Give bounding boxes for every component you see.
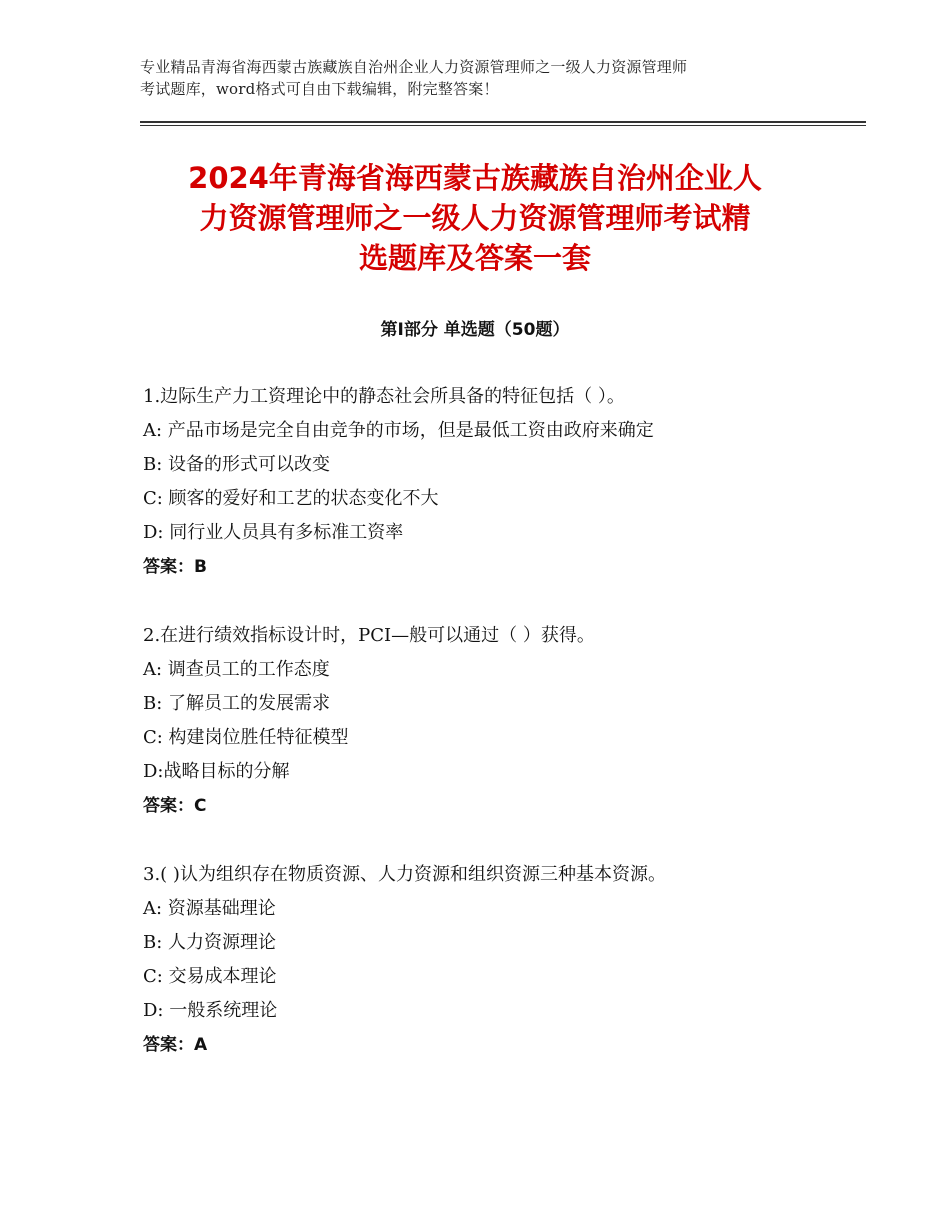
answer: 答案：A xyxy=(143,1035,208,1055)
question-stem: 2.在进行绩效指标设计时，PCI—般可以通过（ ）获得。 xyxy=(143,625,595,646)
option-c: C: 顾客的爱好和工艺的状态变化不大 xyxy=(143,488,439,509)
option-a: A: 产品市场是完全自由竞争的市场，但是最低工资由政府来确定 xyxy=(143,420,654,441)
header-rule-thick xyxy=(140,121,866,123)
answer: 答案：B xyxy=(143,557,207,577)
document-title-line-3: 选题库及答案一套 xyxy=(358,241,591,275)
option-d: D:战略目标的分解 xyxy=(143,761,290,782)
section-heading: 第Ⅰ部分 单选题（50题） xyxy=(380,320,570,340)
document-title-line-1: 2024年青海省海西蒙古族藏族自治州企业人 xyxy=(188,161,762,195)
option-c: C: 交易成本理论 xyxy=(143,966,277,987)
question-stem: 1.边际生产力工资理论中的静态社会所具备的特征包括（ ）。 xyxy=(143,386,625,407)
question-stem: 3.( )认为组织存在物质资源、人力资源和组织资源三种基本资源。 xyxy=(143,864,666,885)
option-d: D: 一般系统理论 xyxy=(143,1000,278,1021)
question-3 xyxy=(143,862,843,1066)
option-a: A: 调查员工的工作态度 xyxy=(143,659,330,680)
option-c: C: 构建岗位胜任特征模型 xyxy=(143,727,349,748)
header-note xyxy=(140,56,830,100)
question-1 xyxy=(143,384,843,588)
header-rule-thin xyxy=(140,125,866,126)
option-d: D: 同行业人员具有多标准工资率 xyxy=(143,522,404,543)
option-b: B: 设备的形式可以改变 xyxy=(143,454,331,475)
document-title-line-2: 力资源管理师之一级人力资源管理师考试精 xyxy=(199,201,751,235)
option-a: A: 资源基础理论 xyxy=(143,898,276,919)
header-note-line-1: 专业精品青海省海西蒙古族藏族自治州企业人力资源管理师之一级人力资源管理师 xyxy=(140,58,688,76)
answer: 答案：C xyxy=(143,796,207,816)
option-b: B: 人力资源理论 xyxy=(143,932,277,953)
document-title xyxy=(120,158,830,278)
header-note-line-2: 考试题库，word格式可自由下载编辑，附完整答案！ xyxy=(140,80,499,98)
question-2 xyxy=(143,623,843,827)
option-b: B: 了解员工的发展需求 xyxy=(143,693,331,714)
